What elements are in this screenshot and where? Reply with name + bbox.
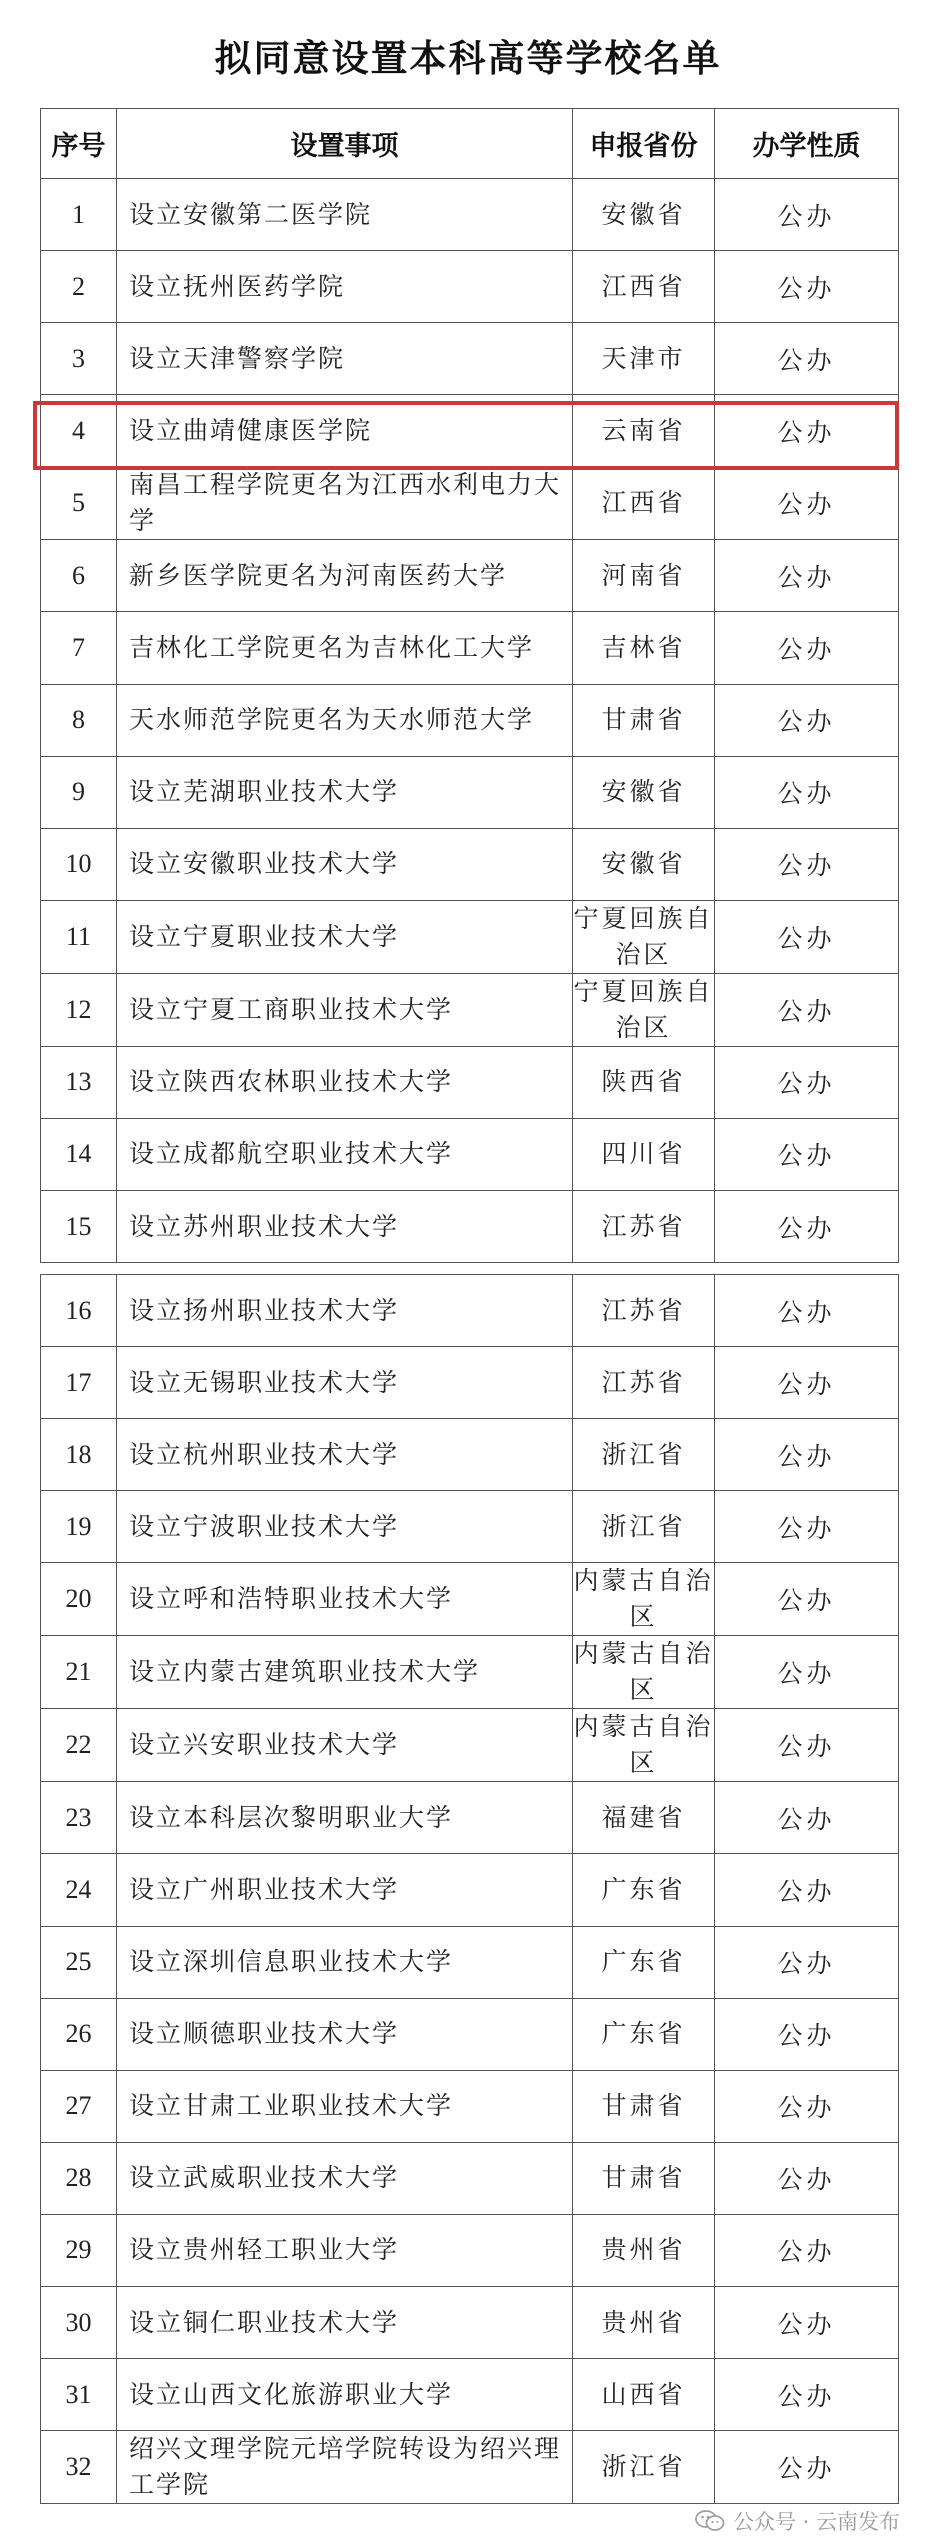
cell-item: 设立甘肃工业职业技术大学 [117, 2070, 573, 2142]
cell-item: 南昌工程学院更名为江西水利电力大学 [117, 467, 573, 540]
header-nature: 办学性质 [715, 109, 899, 179]
header-province: 申报省份 [573, 109, 715, 179]
cell-nature: 公办 [715, 1347, 899, 1419]
table-row [41, 1998, 899, 2070]
cell-nature: 公办 [715, 1191, 899, 1263]
cell-item: 设立铜仁职业技术大学 [117, 2287, 573, 2359]
cell-no: 25 [41, 1926, 117, 1998]
cell-province: 甘肃省 [573, 2142, 715, 2214]
cell-no: 21 [41, 1636, 117, 1709]
cell-no: 7 [41, 612, 117, 684]
header-item: 设置事项 [117, 109, 573, 179]
table-row [41, 1419, 899, 1491]
table-row [41, 1854, 899, 1926]
table-row [41, 2287, 899, 2359]
cell-province: 内蒙古自治区 [573, 1563, 715, 1636]
cell-province: 广东省 [573, 1998, 715, 2070]
cell-no: 31 [41, 2359, 117, 2431]
cell-province: 四川省 [573, 1118, 715, 1190]
table-row [41, 1636, 899, 1709]
cell-no: 14 [41, 1118, 117, 1190]
cell-item: 吉林化工学院更名为吉林化工大学 [117, 612, 573, 684]
cell-province: 天津市 [573, 323, 715, 395]
cell-nature: 公办 [715, 2142, 899, 2214]
cell-item: 设立成都航空职业技术大学 [117, 1118, 573, 1190]
cell-no: 17 [41, 1347, 117, 1419]
cell-nature: 公办 [715, 684, 899, 756]
cell-nature: 公办 [715, 395, 899, 467]
cell-item: 设立宁夏工商职业技术大学 [117, 973, 573, 1046]
cell-province: 浙江省 [573, 2431, 715, 2504]
cell-item: 天水师范学院更名为天水师范大学 [117, 684, 573, 756]
cell-nature: 公办 [715, 2070, 899, 2142]
cell-item: 设立宁夏职业技术大学 [117, 900, 573, 973]
cell-no: 6 [41, 540, 117, 612]
cell-province: 江苏省 [573, 1191, 715, 1263]
table-row [41, 612, 899, 684]
cell-item: 设立本科层次黎明职业大学 [117, 1782, 573, 1854]
cell-province: 安徽省 [573, 756, 715, 828]
cell-province: 宁夏回族自治区 [573, 973, 715, 1046]
cell-nature: 公办 [715, 1926, 899, 1998]
table-row [41, 1275, 899, 1347]
cell-nature: 公办 [715, 1419, 899, 1491]
cell-no: 8 [41, 684, 117, 756]
cell-province: 云南省 [573, 395, 715, 467]
cell-item: 设立呼和浩特职业技术大学 [117, 1563, 573, 1636]
cell-no: 30 [41, 2287, 117, 2359]
table-row [41, 1191, 899, 1263]
table-row [41, 323, 899, 395]
table-row [41, 900, 899, 973]
cell-item: 设立顺德职业技术大学 [117, 1998, 573, 2070]
cell-province: 内蒙古自治区 [573, 1636, 715, 1709]
table-row [41, 1491, 899, 1563]
cell-no: 15 [41, 1191, 117, 1263]
school-list-table-part2 [40, 1274, 899, 2504]
cell-item: 绍兴文理学院元培学院转设为绍兴理工学院 [117, 2431, 573, 2504]
cell-nature: 公办 [715, 251, 899, 323]
cell-item: 设立曲靖健康医学院 [117, 395, 573, 467]
cell-nature: 公办 [715, 540, 899, 612]
cell-no: 4 [41, 395, 117, 467]
cell-no: 10 [41, 828, 117, 900]
cell-item: 设立无锡职业技术大学 [117, 1347, 573, 1419]
cell-province: 江西省 [573, 467, 715, 540]
cell-no: 28 [41, 2142, 117, 2214]
cell-item: 设立宁波职业技术大学 [117, 1491, 573, 1563]
cell-no: 29 [41, 2214, 117, 2286]
table-row [41, 2359, 899, 2431]
header-no: 序号 [41, 109, 117, 179]
cell-item: 设立陕西农林职业技术大学 [117, 1046, 573, 1118]
cell-item: 设立兴安职业技术大学 [117, 1709, 573, 1782]
table-row [41, 540, 899, 612]
cell-nature: 公办 [715, 323, 899, 395]
cell-no: 2 [41, 251, 117, 323]
table-row [41, 684, 899, 756]
table-row [41, 1118, 899, 1190]
cell-no: 22 [41, 1709, 117, 1782]
cell-no: 20 [41, 1563, 117, 1636]
cell-province: 江苏省 [573, 1347, 715, 1419]
watermark [695, 2506, 900, 2536]
cell-province: 广东省 [573, 1926, 715, 1998]
cell-province: 宁夏回族自治区 [573, 900, 715, 973]
cell-nature: 公办 [715, 1854, 899, 1926]
cell-no: 26 [41, 1998, 117, 2070]
cell-nature: 公办 [715, 828, 899, 900]
table-row [41, 467, 899, 540]
cell-item: 设立广州职业技术大学 [117, 1854, 573, 1926]
cell-province: 广东省 [573, 1854, 715, 1926]
cell-nature: 公办 [715, 2431, 899, 2504]
table-row [41, 1046, 899, 1118]
cell-province: 甘肃省 [573, 684, 715, 756]
cell-nature: 公办 [715, 1563, 899, 1636]
cell-no: 1 [41, 179, 117, 251]
cell-no: 11 [41, 900, 117, 973]
cell-no: 32 [41, 2431, 117, 2504]
cell-no: 16 [41, 1275, 117, 1347]
cell-nature: 公办 [715, 756, 899, 828]
cell-nature: 公办 [715, 1636, 899, 1709]
table-row [41, 1709, 899, 1782]
cell-nature: 公办 [715, 612, 899, 684]
table-row [41, 1926, 899, 1998]
cell-province: 山西省 [573, 2359, 715, 2431]
cell-province: 浙江省 [573, 1491, 715, 1563]
cell-province: 吉林省 [573, 612, 715, 684]
cell-item: 设立安徽职业技术大学 [117, 828, 573, 900]
cell-item: 设立深圳信息职业技术大学 [117, 1926, 573, 1998]
table-row [41, 2142, 899, 2214]
cell-item: 设立山西文化旅游职业大学 [117, 2359, 573, 2431]
table-header-row [41, 109, 899, 179]
cell-nature: 公办 [715, 1998, 899, 2070]
cell-nature: 公办 [715, 179, 899, 251]
cell-nature: 公办 [715, 1491, 899, 1563]
cell-province: 江西省 [573, 251, 715, 323]
cell-item: 新乡医学院更名为河南医药大学 [117, 540, 573, 612]
cell-nature: 公办 [715, 1275, 899, 1347]
cell-no: 23 [41, 1782, 117, 1854]
cell-item: 设立贵州轻工职业大学 [117, 2214, 573, 2286]
table-row [41, 395, 899, 467]
table-row [41, 251, 899, 323]
cell-no: 13 [41, 1046, 117, 1118]
cell-no: 24 [41, 1854, 117, 1926]
table-row [41, 2070, 899, 2142]
cell-nature: 公办 [715, 1709, 899, 1782]
cell-province: 安徽省 [573, 179, 715, 251]
table-row [41, 2431, 899, 2504]
wechat-icon [695, 2509, 725, 2533]
cell-province: 安徽省 [573, 828, 715, 900]
cell-item: 设立扬州职业技术大学 [117, 1275, 573, 1347]
cell-nature: 公办 [715, 2287, 899, 2359]
cell-nature: 公办 [715, 1782, 899, 1854]
cell-item: 设立芜湖职业技术大学 [117, 756, 573, 828]
cell-province: 福建省 [573, 1782, 715, 1854]
table-row [41, 1347, 899, 1419]
cell-province: 甘肃省 [573, 2070, 715, 2142]
table-row [41, 1782, 899, 1854]
cell-item: 设立安徽第二医学院 [117, 179, 573, 251]
table-row [41, 1563, 899, 1636]
cell-item: 设立武威职业技术大学 [117, 2142, 573, 2214]
cell-nature: 公办 [715, 973, 899, 1046]
cell-province: 陕西省 [573, 1046, 715, 1118]
cell-nature: 公办 [715, 2359, 899, 2431]
cell-no: 3 [41, 323, 117, 395]
cell-province: 贵州省 [573, 2287, 715, 2359]
cell-no: 27 [41, 2070, 117, 2142]
cell-item: 设立天津警察学院 [117, 323, 573, 395]
cell-province: 贵州省 [573, 2214, 715, 2286]
cell-no: 18 [41, 1419, 117, 1491]
watermark-text: 公众号 · 云南发布 [732, 2510, 900, 2534]
cell-no: 19 [41, 1491, 117, 1563]
table-row [41, 179, 899, 251]
cell-nature: 公办 [715, 900, 899, 973]
table-row [41, 828, 899, 900]
table-row [41, 2214, 899, 2286]
cell-no: 12 [41, 973, 117, 1046]
page-title: 拟同意设置本科高等学校名单 [214, 37, 722, 80]
cell-nature: 公办 [715, 1118, 899, 1190]
school-list-table-part1 [40, 108, 899, 1263]
cell-item: 设立抚州医药学院 [117, 251, 573, 323]
cell-item: 设立苏州职业技术大学 [117, 1191, 573, 1263]
cell-province: 浙江省 [573, 1419, 715, 1491]
cell-no: 5 [41, 467, 117, 540]
cell-no: 9 [41, 756, 117, 828]
table-row [41, 756, 899, 828]
cell-item: 设立杭州职业技术大学 [117, 1419, 573, 1491]
table-row [41, 973, 899, 1046]
cell-nature: 公办 [715, 467, 899, 540]
cell-nature: 公办 [715, 1046, 899, 1118]
cell-province: 河南省 [573, 540, 715, 612]
cell-province: 内蒙古自治区 [573, 1709, 715, 1782]
cell-province: 江苏省 [573, 1275, 715, 1347]
cell-item: 设立内蒙古建筑职业技术大学 [117, 1636, 573, 1709]
cell-nature: 公办 [715, 2214, 899, 2286]
